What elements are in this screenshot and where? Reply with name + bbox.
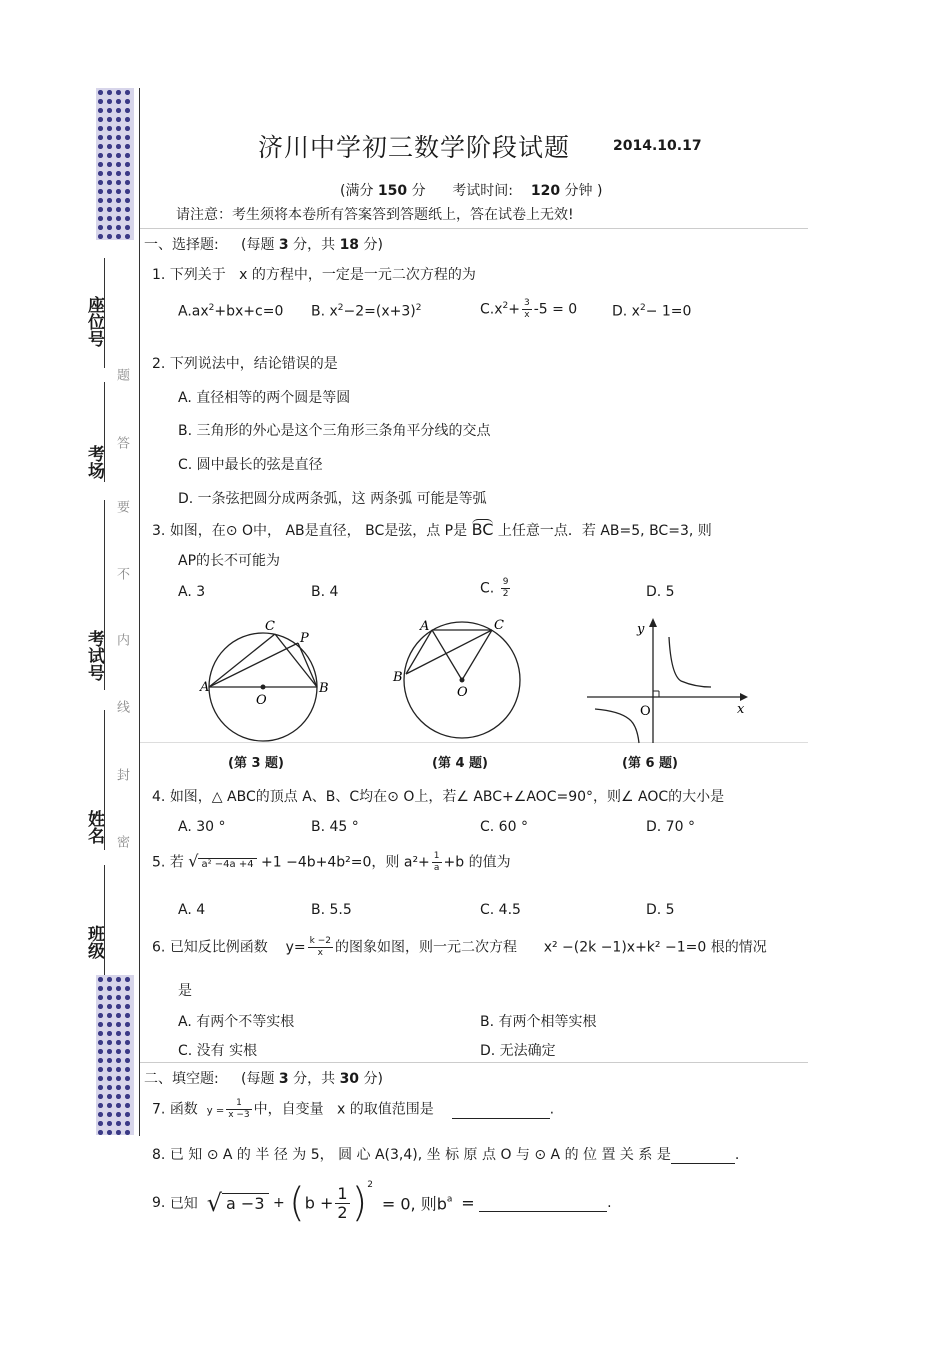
q3-number: 3. bbox=[152, 523, 166, 539]
q9-fraction bbox=[335, 1185, 349, 1222]
full-score-value: 150 bbox=[377, 183, 408, 199]
fig6-y-arrow bbox=[649, 618, 657, 627]
q1-stem: 下列关于 bbox=[169, 267, 226, 283]
q6-option-a: A. 有两个不等实根 bbox=[178, 1014, 295, 1030]
q7-y-eq: y = bbox=[206, 1105, 225, 1117]
binding-pattern-top bbox=[96, 88, 134, 240]
q7-var: x bbox=[337, 1101, 346, 1118]
q2-stem: 下列说法中，结论错误的是 bbox=[169, 356, 338, 372]
q7-mid: 中，自变量 bbox=[253, 1101, 324, 1118]
q1-option-c bbox=[480, 298, 577, 321]
q5-option-a: A. 4 bbox=[178, 902, 206, 918]
q3-arc: BC bbox=[471, 520, 494, 539]
question-7 bbox=[152, 1098, 554, 1121]
fig6-x-arrow bbox=[740, 693, 748, 701]
q1-a-rest: +bx+c=0 bbox=[214, 303, 284, 320]
fig6-curve-lower bbox=[595, 709, 639, 743]
q7-post: 的取值范围是 bbox=[349, 1101, 434, 1118]
fig3-chord-pb bbox=[298, 643, 317, 687]
section2-heading bbox=[144, 1068, 383, 1088]
q6-pre: 已知反比例函数 bbox=[169, 939, 268, 956]
q6-fraction bbox=[308, 936, 333, 959]
q3-c-num: 9 bbox=[502, 577, 509, 587]
section1-title: 一、选择题: bbox=[144, 237, 219, 253]
q9-den: 2 bbox=[337, 1202, 348, 1222]
q4-number: 4. bbox=[152, 789, 166, 805]
q3-stem: 如图，在⊙ O中， AB是直径， BC是弦，点 P是 bbox=[169, 523, 468, 539]
q6-mid: 的图象如图，则一元二次方程 bbox=[334, 939, 517, 956]
figure-4 bbox=[390, 612, 530, 742]
q6-stem-cont: 是 bbox=[178, 983, 192, 999]
fig3-caption: (第 3 题) bbox=[228, 756, 284, 771]
q2-option-d: D. 一条弦把圆分成两条弧，这 两条弧 可能是等弧 bbox=[178, 491, 487, 507]
section2-score-suffix: 分) bbox=[363, 1071, 383, 1087]
time-label: 考试时间: bbox=[452, 183, 514, 199]
q1-option-a bbox=[178, 303, 283, 320]
fig3-label-c: C bbox=[265, 619, 275, 634]
fig3-chord-ap bbox=[209, 643, 298, 687]
fig3-center-dot bbox=[261, 685, 266, 690]
section1-score-prefix: (每题 bbox=[240, 237, 275, 253]
q9-radical-sign: √ bbox=[206, 1189, 223, 1217]
q3-option-b: B. 4 bbox=[311, 584, 339, 600]
q5-mid: +1 −4b+4b²=0，则 a²+ bbox=[261, 854, 430, 871]
q6-y-eq: y= bbox=[285, 939, 306, 956]
question-1-stem bbox=[152, 264, 476, 284]
q6-option-c: C. 没有 实根 bbox=[178, 1043, 258, 1059]
q2-number: 2. bbox=[152, 356, 166, 372]
fig4-label-b: B bbox=[393, 670, 403, 685]
q8-number: 8. bbox=[152, 1147, 166, 1163]
binding-line bbox=[139, 88, 140, 1136]
figure-6 bbox=[585, 615, 755, 745]
class-label: 班级 bbox=[84, 925, 104, 959]
section2-title: 二、填空题: bbox=[144, 1071, 219, 1087]
q3-c-fraction bbox=[501, 577, 511, 600]
q7-pre: 函数 bbox=[169, 1101, 198, 1118]
q5-number: 5. bbox=[152, 854, 166, 871]
fig3-label-p: P bbox=[300, 631, 309, 646]
q1-d-exp: 2 bbox=[639, 303, 646, 313]
q9-answer-blank[interactable] bbox=[479, 1195, 607, 1212]
page-title: 济川中学初三数学阶段试题 bbox=[258, 133, 571, 162]
figure-3 bbox=[198, 615, 338, 745]
room-blank bbox=[104, 382, 105, 482]
q4-option-d: D. 70 ° bbox=[646, 819, 695, 835]
q9-end: . bbox=[607, 1195, 612, 1211]
section1-score-suffix: 分) bbox=[363, 237, 383, 253]
fig6-label-x: x bbox=[737, 702, 745, 717]
question-2-stem bbox=[152, 353, 338, 373]
q7-answer-blank[interactable] bbox=[452, 1102, 550, 1119]
q9-plus: + bbox=[272, 1195, 285, 1211]
time-unit: 分钟 ) bbox=[564, 183, 603, 199]
question-5-stem bbox=[152, 851, 511, 874]
fig6-caption: (第 6 题) bbox=[622, 756, 678, 771]
q6-option-b: B. 有两个相等实根 bbox=[480, 1014, 597, 1030]
q7-den: x −3 bbox=[228, 1110, 250, 1120]
seal-char: 题 bbox=[114, 368, 129, 381]
exam-info bbox=[340, 180, 602, 200]
q1-c-plus: + bbox=[508, 301, 520, 318]
question-8 bbox=[152, 1144, 739, 1164]
q6-option-d: D. 无法确定 bbox=[480, 1043, 556, 1059]
q9-left-paren: ( bbox=[289, 1180, 305, 1226]
fig4-label-a: A bbox=[420, 619, 430, 634]
seat-label: 座位号 bbox=[84, 296, 104, 347]
q3-option-c bbox=[480, 577, 512, 600]
seal-char: 不 bbox=[114, 567, 129, 580]
fig4-center-dot bbox=[460, 678, 465, 683]
question-6-stem bbox=[152, 936, 767, 959]
q6-number: 6. bbox=[152, 939, 166, 956]
q3-option-d: D. 5 bbox=[646, 584, 675, 600]
question-9 bbox=[152, 1180, 612, 1226]
section1-score-mid: 分，共 bbox=[293, 237, 336, 253]
q4-stem: 如图，△ ABC的顶点 A、B、C均在⊙ O上，若∠ ABC+∠AOC=90°，则∠ AOC的大小是 bbox=[169, 789, 725, 805]
q1-a-base: A.ax bbox=[178, 303, 209, 320]
q3-stem2: 上任意一点．若 AB=5, BC=3, 则 bbox=[497, 523, 712, 539]
q9-b-exp: a bbox=[446, 1194, 453, 1205]
section2-score-each: 3 bbox=[278, 1071, 289, 1087]
binding-pattern-bottom bbox=[96, 975, 134, 1135]
section1-score-each: 3 bbox=[278, 237, 289, 253]
fig3-label-o: O bbox=[256, 693, 267, 708]
q1-c-fraction bbox=[522, 298, 532, 321]
fig4-label-c: C bbox=[494, 618, 504, 633]
q9-right-paren: ) bbox=[351, 1180, 368, 1226]
fig6-label-o: O bbox=[640, 704, 651, 719]
q3-option-a: A. 3 bbox=[178, 584, 206, 600]
q7-num: 1 bbox=[226, 1098, 251, 1110]
q1-stem2: 的方程中，一定是一元二次方程的为 bbox=[251, 267, 476, 283]
q2-option-b: B. 三角形的外心是这个三角形三条角平分线的交点 bbox=[178, 423, 491, 439]
q1-c-den: x bbox=[524, 310, 530, 320]
q5-fraction bbox=[432, 851, 442, 874]
q6-den: x bbox=[317, 948, 323, 958]
fig3-label-b: B bbox=[319, 681, 329, 696]
q9-number: 9. bbox=[152, 1195, 166, 1211]
q1-c-exp: 2 bbox=[502, 300, 509, 311]
q2-option-a: A. 直径相等的两个圆是等圆 bbox=[178, 390, 351, 406]
seal-char: 内 bbox=[114, 633, 129, 646]
q9-eq2: = bbox=[461, 1193, 475, 1213]
seal-char: 要 bbox=[114, 500, 129, 513]
question-4-stem bbox=[152, 786, 724, 806]
seal-char: 答 bbox=[114, 436, 129, 449]
q8-end: . bbox=[734, 1147, 740, 1163]
q6-num: k −2 bbox=[309, 936, 331, 946]
seal-char: 密 bbox=[114, 835, 129, 848]
fig3-chord-ac bbox=[209, 634, 275, 687]
q1-var: x bbox=[239, 267, 248, 283]
q4-option-a: A. 30 ° bbox=[178, 819, 226, 835]
q7-fraction bbox=[226, 1098, 251, 1121]
name-label: 姓名 bbox=[84, 810, 104, 844]
notice: 请注意：考生须将本卷所有答案答到答题纸上，答在试卷上无效! bbox=[176, 207, 574, 223]
full-score-unit: 分 bbox=[411, 183, 426, 199]
question-3-stem bbox=[152, 520, 712, 540]
q8-answer-blank[interactable] bbox=[671, 1147, 735, 1164]
exam-no-blank bbox=[104, 500, 105, 690]
section2-score-mid: 分，共 bbox=[293, 1071, 336, 1087]
time-value: 120 bbox=[530, 183, 561, 199]
q1-option-b bbox=[311, 303, 421, 320]
q1-number: 1. bbox=[152, 267, 166, 283]
q7-number: 7. bbox=[152, 1101, 166, 1118]
q7-end: . bbox=[549, 1101, 555, 1118]
q9-b-part: b + bbox=[304, 1193, 334, 1213]
q1-c-num: 3 bbox=[523, 298, 530, 308]
q5-den: a bbox=[433, 863, 440, 873]
q4-option-b: B. 45 ° bbox=[311, 819, 359, 835]
q4-option-c: C. 60 ° bbox=[480, 819, 528, 835]
q1-d-base: D. x bbox=[612, 303, 640, 320]
section1-score-total: 18 bbox=[339, 237, 360, 253]
class-blank bbox=[104, 865, 105, 975]
fig4-caption: (第 4 题) bbox=[432, 756, 488, 771]
section1-heading bbox=[144, 234, 383, 254]
q1-option-d bbox=[612, 303, 691, 320]
q1-b-exp: 2 bbox=[337, 303, 344, 313]
exam-no-label: 考试号 bbox=[84, 630, 104, 681]
full-score-prefix: (满分 bbox=[340, 183, 374, 199]
section2-score-prefix: (每题 bbox=[240, 1071, 275, 1087]
q5-option-d: D. 5 bbox=[646, 902, 675, 918]
q1-b-base: B. x bbox=[311, 303, 338, 320]
fig4-label-o: O bbox=[457, 685, 468, 700]
q8-text: 已 知 ⊙ A 的 半 径 为 5， 圆 心 A(3,4), 坐 标 原 点 O 与 ⊙ A 的 位 置 关 系 是 bbox=[169, 1147, 671, 1163]
q5-num: 1 bbox=[433, 851, 440, 861]
fig6-curve-upper bbox=[669, 637, 711, 687]
q9-radicand: a −3 bbox=[222, 1193, 268, 1213]
q5-option-b: B. 5.5 bbox=[311, 902, 352, 918]
room-label: 考场 bbox=[84, 445, 104, 479]
q9-num: 1 bbox=[337, 1183, 348, 1203]
q6-equation: x² −(2k −1)x+k² −1=0 根的情况 bbox=[543, 939, 767, 956]
q5-pre: 若 bbox=[169, 854, 184, 871]
q3-c-den: 2 bbox=[502, 589, 509, 599]
q1-c-base: C.x bbox=[480, 301, 503, 318]
section1-rule bbox=[140, 228, 808, 229]
q1-a-exp: 2 bbox=[208, 303, 215, 313]
fig3-label-a: A bbox=[200, 680, 210, 695]
q1-c-rest: -5 = 0 bbox=[533, 301, 578, 318]
q9-exp: 2 bbox=[367, 1180, 373, 1190]
q2-option-c: C. 圆中最长的弦是直径 bbox=[178, 457, 323, 473]
q1-d-rest: − 1=0 bbox=[645, 303, 692, 320]
q1-b-rest: −2=(x+3) bbox=[343, 303, 416, 320]
section2-score-total: 30 bbox=[339, 1071, 360, 1087]
section2-rule bbox=[140, 1062, 808, 1063]
exam-date: 2014.10.17 bbox=[613, 138, 702, 154]
q5-option-c: C. 4.5 bbox=[480, 902, 521, 918]
seat-blank bbox=[104, 258, 105, 368]
q5-radical-sign: √ bbox=[188, 851, 199, 871]
q1-b-exp2: 2 bbox=[415, 303, 422, 313]
q9-eq: = 0, 则b bbox=[381, 1194, 447, 1214]
fig6-label-y: y bbox=[637, 622, 645, 637]
seal-char: 封 bbox=[114, 768, 129, 781]
q3-stem-cont: AP的长不可能为 bbox=[178, 553, 281, 569]
name-blank bbox=[104, 710, 105, 850]
q5-radicand: a² −4a +4 bbox=[198, 858, 256, 870]
seal-char: 线 bbox=[114, 700, 129, 713]
q9-pre: 已知 bbox=[169, 1196, 198, 1212]
q3-c-label: C. bbox=[480, 580, 495, 597]
q5-post: +b 的值为 bbox=[443, 854, 511, 871]
fig4-radius-oa bbox=[432, 630, 462, 680]
